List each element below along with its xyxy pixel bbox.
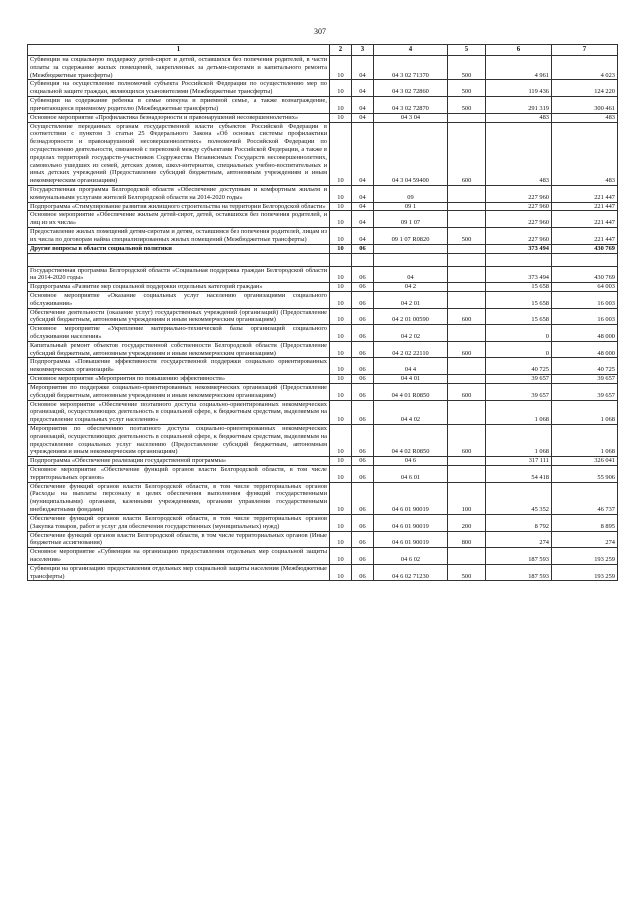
row-value-cell: 221 447: [552, 202, 618, 211]
row-value-cell: 06: [352, 457, 374, 466]
row-value-cell: 10: [330, 202, 352, 211]
row-value-cell: 04 3 04: [374, 113, 448, 122]
row-value-cell: 06: [352, 358, 374, 375]
row-value-cell: 04 3 02 71370: [374, 56, 448, 80]
row-name-cell: Основное мероприятие «Профилактика безнадзорности и правонарушений несовершеннолетних»: [28, 113, 330, 122]
row-value-cell: 1 068: [486, 400, 552, 424]
row-value-cell: 10: [330, 400, 352, 424]
row-value-cell: 600: [448, 308, 486, 325]
row-value-cell: 06: [352, 424, 374, 456]
row-name-cell: Основное мероприятие «Обеспечение поэтапного доступа социально-ориентированных некоммерческих организаций, осуществляющих деятельность в социальной сфере, к бюджетным средствам, выделяемым на предоставление социальных услуг населению»: [28, 400, 330, 424]
row-value-cell: 10: [330, 308, 352, 325]
row-value-cell: 16 003: [552, 291, 618, 308]
row-value-cell: 10: [330, 514, 352, 531]
table-row: [28, 244, 618, 253]
table-row: [28, 291, 618, 308]
spacer-cell: [486, 253, 552, 266]
row-value-cell: 221 447: [552, 211, 618, 228]
table-row: [28, 564, 618, 581]
row-value-cell: 06: [352, 244, 374, 253]
row-value-cell: 04 4 02 R0850: [374, 424, 448, 456]
budget-table: [27, 44, 618, 581]
row-value-cell: 500: [448, 97, 486, 114]
row-value-cell: 227 960: [486, 202, 552, 211]
table-row: [28, 341, 618, 358]
row-value-cell: 48 000: [552, 325, 618, 342]
row-value-cell: 221 447: [552, 228, 618, 245]
table-row: [28, 266, 618, 283]
row-value-cell: 227 960: [486, 211, 552, 228]
row-value-cell: [448, 244, 486, 253]
row-value-cell: 227 960: [486, 186, 552, 203]
table-row: [28, 228, 618, 245]
row-name-cell: Подпрограмма «Повышение эффективности государственной поддержки социально ориентированных некоммерческих организаций»: [28, 358, 330, 375]
row-value-cell: 373 494: [486, 266, 552, 283]
row-name-cell: Основное мероприятие «Мероприятия по повышению эффективности»: [28, 375, 330, 384]
row-value-cell: [448, 266, 486, 283]
row-name-cell: Мероприятия по обеспечению поэтапного доступа социально-ориентированных некоммерческих организаций, осуществляющих деятельность в социальной сфере, к бюджетным средствам, выделяемым на предоставление социальных услуг населению (Предоставление субсидий бюджетным, автономным учреждениям и иным некоммерческим организациям): [28, 424, 330, 456]
table-spacer-row: [28, 253, 618, 266]
row-value-cell: 06: [352, 266, 374, 283]
row-value-cell: 06: [352, 375, 374, 384]
row-value-cell: 1 068: [486, 424, 552, 456]
table-row: [28, 514, 618, 531]
row-value-cell: 64 003: [552, 283, 618, 292]
table-row: [28, 283, 618, 292]
table-row: [28, 548, 618, 565]
row-value-cell: 15 658: [486, 308, 552, 325]
row-name-cell: Осуществление переданных органам государственной власти субъектов Российской Федерации в соответствии с пунктом 3 статьи 25 Федерального Закона «Об основах системы профилактики безнадзорности и правонарушений несовершеннолетних» полномочий Российской Федерации по осуществлению деятельности, связанной с перевозкой между субъектами Российской Федерации, а также в пределах территорий государств-участников Содружества Независимых Государств несовершеннолетних, самовольно ушедших из семей, детских домов, школ-интернатов, специальных учебно-воспитательных и иных детских учреждений (Предоставление субсидий бюджетным, автономным учреждениям и иным некоммерческим организациям): [28, 122, 330, 186]
row-name-cell: Субвенции на организацию предоставления отдельных мер социальной защиты населения (Межбюджетные трансферты): [28, 564, 330, 581]
table-row: [28, 97, 618, 114]
row-value-cell: 10: [330, 375, 352, 384]
row-name-cell: Другие вопросы в области социальной политики: [28, 244, 330, 253]
row-name-cell: Субвенция на осуществление полномочий субъекта Российской Федерации по осуществлению мер по социальной защите граждан, являющихся усыновителями (Межбюджетные трансферты): [28, 80, 330, 97]
row-value-cell: 500: [448, 80, 486, 97]
column-header: 4: [374, 45, 448, 56]
row-name-cell: Государственная программа Белгородской области «Социальная поддержка граждан Белгородской области на 2014-2020 годы»: [28, 266, 330, 283]
row-value-cell: 04 6 02: [374, 548, 448, 565]
row-name-cell: Предоставление жилых помещений детям-сиротам и детям, оставшимся без попечения родителей, лицам из их числа по договорам найма специализированных жилых помещений (Межбюджетные трансферты): [28, 228, 330, 245]
table-row: [28, 202, 618, 211]
row-value-cell: 1 068: [552, 400, 618, 424]
row-value-cell: 04 6 02 71230: [374, 564, 448, 581]
row-value-cell: 600: [448, 424, 486, 456]
row-value-cell: 221 447: [552, 186, 618, 203]
row-value-cell: 04: [352, 113, 374, 122]
row-value-cell: 600: [448, 383, 486, 400]
row-value-cell: 317 111: [486, 457, 552, 466]
row-value-cell: 46 737: [552, 482, 618, 514]
table-row: [28, 383, 618, 400]
row-value-cell: 291 319: [486, 97, 552, 114]
row-value-cell: 10: [330, 244, 352, 253]
table-row: [28, 457, 618, 466]
row-value-cell: 04 2 01: [374, 291, 448, 308]
row-value-cell: 10: [330, 291, 352, 308]
row-value-cell: 09 1 07 R0820: [374, 228, 448, 245]
row-value-cell: 04 4: [374, 358, 448, 375]
page-number: 307: [314, 27, 326, 36]
row-value-cell: 04: [374, 266, 448, 283]
row-value-cell: 04: [352, 122, 374, 186]
row-value-cell: 800: [448, 531, 486, 548]
row-value-cell: 04 3 02 72860: [374, 80, 448, 97]
row-value-cell: [374, 244, 448, 253]
row-value-cell: [448, 358, 486, 375]
row-value-cell: 39 657: [552, 383, 618, 400]
row-value-cell: 04 6 01 90019: [374, 482, 448, 514]
row-value-cell: 300 461: [552, 97, 618, 114]
table-body: [28, 56, 618, 581]
spacer-cell: [448, 253, 486, 266]
table-row: [28, 531, 618, 548]
row-name-cell: Основное мероприятие «Оказание социальных услуг населению организациями социального обслуживания»: [28, 291, 330, 308]
row-value-cell: 04: [352, 228, 374, 245]
row-value-cell: 326 041: [552, 457, 618, 466]
row-value-cell: 600: [448, 341, 486, 358]
row-value-cell: 0: [486, 325, 552, 342]
row-value-cell: 200: [448, 514, 486, 531]
row-value-cell: 227 960: [486, 228, 552, 245]
row-value-cell: 8 792: [486, 514, 552, 531]
row-value-cell: 06: [352, 308, 374, 325]
table-row: [28, 122, 618, 186]
row-value-cell: 04: [352, 80, 374, 97]
row-name-cell: Субвенции на социальную поддержку детей-сирот и детей, оставшихся без попечения родителей, в части оплаты за содержание жилых помещений, закрепленных за детьми-сиротами и капитального ремонта (Межбюджетные трансферты): [28, 56, 330, 80]
row-value-cell: 09 1 07: [374, 211, 448, 228]
column-header: 2: [330, 45, 352, 56]
table-row: [28, 400, 618, 424]
row-value-cell: 193 259: [552, 548, 618, 565]
row-value-cell: 06: [352, 564, 374, 581]
row-value-cell: 0: [486, 341, 552, 358]
row-value-cell: 16 003: [552, 308, 618, 325]
spacer-cell: [552, 253, 618, 266]
row-name-cell: Мероприятия по поддержке социально-ориентированных некоммерческих организаций (Предоставление субсидий бюджетным, автономным учреждениям и иным некоммерческим организациям): [28, 383, 330, 400]
row-value-cell: 4 961: [486, 56, 552, 80]
row-value-cell: 04: [352, 202, 374, 211]
row-value-cell: 500: [448, 228, 486, 245]
row-value-cell: 06: [352, 514, 374, 531]
row-value-cell: 600: [448, 122, 486, 186]
row-value-cell: 06: [352, 548, 374, 565]
spacer-cell: [352, 253, 374, 266]
row-value-cell: 06: [352, 466, 374, 483]
row-value-cell: 54 418: [486, 466, 552, 483]
row-value-cell: [448, 202, 486, 211]
row-value-cell: 04 4 01: [374, 375, 448, 384]
row-value-cell: 09: [374, 186, 448, 203]
row-value-cell: 04 2 02: [374, 325, 448, 342]
row-value-cell: 4 023: [552, 56, 618, 80]
row-value-cell: 483: [486, 113, 552, 122]
row-value-cell: 04 4 02: [374, 400, 448, 424]
row-value-cell: 10: [330, 341, 352, 358]
row-value-cell: 15 658: [486, 291, 552, 308]
row-name-cell: Обеспечение деятельности (оказание услуг) государственных учреждений (организаций) (Предоставление субсидий бюджетным, автономным учреждениям и иным некоммерческим организациям): [28, 308, 330, 325]
row-value-cell: 04: [352, 97, 374, 114]
row-value-cell: 04: [352, 56, 374, 80]
table-row: [28, 56, 618, 80]
row-value-cell: 10: [330, 211, 352, 228]
row-value-cell: [448, 325, 486, 342]
row-value-cell: 274: [552, 531, 618, 548]
row-value-cell: 40 725: [552, 358, 618, 375]
row-value-cell: 10: [330, 113, 352, 122]
row-value-cell: 373 494: [486, 244, 552, 253]
column-header: 7: [552, 45, 618, 56]
row-value-cell: 10: [330, 283, 352, 292]
row-value-cell: 119 436: [486, 80, 552, 97]
row-value-cell: 100: [448, 482, 486, 514]
table-header-row: [28, 45, 618, 56]
row-value-cell: 06: [352, 291, 374, 308]
row-value-cell: 124 220: [552, 80, 618, 97]
row-value-cell: 04 6: [374, 457, 448, 466]
row-value-cell: 40 725: [486, 358, 552, 375]
row-value-cell: 06: [352, 482, 374, 514]
row-value-cell: 39 657: [486, 375, 552, 384]
row-value-cell: 09 1: [374, 202, 448, 211]
table-row: [28, 424, 618, 456]
row-value-cell: 187 593: [486, 548, 552, 565]
row-value-cell: 10: [330, 56, 352, 80]
row-value-cell: [448, 548, 486, 565]
row-value-cell: [448, 113, 486, 122]
row-value-cell: 483: [552, 122, 618, 186]
row-value-cell: [448, 283, 486, 292]
row-value-cell: [448, 400, 486, 424]
row-value-cell: 10: [330, 564, 352, 581]
row-value-cell: [448, 457, 486, 466]
row-value-cell: 39 657: [552, 375, 618, 384]
row-value-cell: 04 4 01 R0850: [374, 383, 448, 400]
row-value-cell: 15 658: [486, 283, 552, 292]
row-value-cell: [448, 211, 486, 228]
table-row: [28, 113, 618, 122]
row-name-cell: Основное мероприятие «Обеспечение жильем детей-сирот, детей, оставшихся без попечения родителей, и лиц из их числа»: [28, 211, 330, 228]
table-row: [28, 80, 618, 97]
row-value-cell: 483: [552, 113, 618, 122]
table-row: [28, 466, 618, 483]
row-name-cell: Подпрограмма «Обеспечение реализации государственной программы»: [28, 457, 330, 466]
row-value-cell: 10: [330, 97, 352, 114]
row-value-cell: 06: [352, 383, 374, 400]
row-value-cell: 10: [330, 466, 352, 483]
row-value-cell: 483: [486, 122, 552, 186]
row-value-cell: 48 000: [552, 341, 618, 358]
row-value-cell: 10: [330, 325, 352, 342]
row-value-cell: 10: [330, 482, 352, 514]
column-header: 5: [448, 45, 486, 56]
row-value-cell: 06: [352, 531, 374, 548]
row-value-cell: 10: [330, 186, 352, 203]
row-value-cell: 04 2: [374, 283, 448, 292]
row-value-cell: 10: [330, 424, 352, 456]
row-value-cell: 10: [330, 80, 352, 97]
row-name-cell: Обеспечение функций органов власти Белгородской области, в том числе территориальных органов (Расходы на выплаты персоналу в целях обеспечения выполнения функций государственными (муниципальными) органами, казенными учреждениями, органами управления государственными внебюджетными фондами): [28, 482, 330, 514]
table-row: [28, 308, 618, 325]
row-value-cell: 10: [330, 383, 352, 400]
row-value-cell: [448, 186, 486, 203]
table-row: [28, 375, 618, 384]
row-value-cell: 04 6 01 90019: [374, 514, 448, 531]
row-name-cell: Обеспечение функций органов власти Белгородской области, в том числе территориальных органов (Закупка товаров, работ и услуг для обеспечения государственных (муниципальных) нужд): [28, 514, 330, 531]
row-name-cell: Субвенции на содержание ребенка в семье опекуна и приемной семье, а также вознаграждение, причитающееся приемному родителю (Межбюджетные трансферты): [28, 97, 330, 114]
row-value-cell: 04 2 01 00590: [374, 308, 448, 325]
row-value-cell: 10: [330, 266, 352, 283]
row-value-cell: 06: [352, 341, 374, 358]
row-value-cell: 274: [486, 531, 552, 548]
row-name-cell: Основное мероприятие «Обеспечение функций органов власти Белгородской области, в том числе территориальных органов»: [28, 466, 330, 483]
row-value-cell: 39 657: [486, 383, 552, 400]
row-value-cell: 06: [352, 325, 374, 342]
row-value-cell: 04 3 04 59400: [374, 122, 448, 186]
row-value-cell: 10: [330, 548, 352, 565]
row-value-cell: 06: [352, 400, 374, 424]
row-value-cell: 10: [330, 531, 352, 548]
column-header: 6: [486, 45, 552, 56]
row-name-cell: Капитальный ремонт объектов государственной собственности Белгородской области (Предоставление субсидий бюджетным, автономным учреждениям и иным некоммерческим организациям): [28, 341, 330, 358]
row-value-cell: 187 593: [486, 564, 552, 581]
row-name-cell: Основное мероприятие «Субвенции на организацию предоставления отдельных мер социальной защиты населения»: [28, 548, 330, 565]
row-value-cell: 1 068: [552, 424, 618, 456]
row-value-cell: 193 259: [552, 564, 618, 581]
row-value-cell: 430 769: [552, 266, 618, 283]
row-value-cell: 8 895: [552, 514, 618, 531]
row-value-cell: 04 3 02 72870: [374, 97, 448, 114]
row-value-cell: 430 769: [552, 244, 618, 253]
spacer-cell: [374, 253, 448, 266]
row-value-cell: 04: [352, 211, 374, 228]
row-value-cell: 500: [448, 564, 486, 581]
row-value-cell: 10: [330, 457, 352, 466]
row-value-cell: 10: [330, 358, 352, 375]
row-name-cell: Государственная программа Белгородской области «Обеспечение доступным и комфортным жильем и коммунальными услугами жителей Белгородской области на 2014-2020 годы»: [28, 186, 330, 203]
row-name-cell: Обеспечение функций органов власти Белгородской области, в том числе территориальных органов (Иные бюджетные ассигнования): [28, 531, 330, 548]
row-value-cell: [448, 466, 486, 483]
row-value-cell: 04 2 02 22110: [374, 341, 448, 358]
row-name-cell: Подпрограмма «Развитие мер социальной поддержки отдельных категорий граждан»: [28, 283, 330, 292]
row-name-cell: Подпрограмма «Стимулирование развития жилищного строительства на территории Белгородской области»: [28, 202, 330, 211]
table-row: [28, 325, 618, 342]
spacer-cell: [28, 253, 330, 266]
table-row: [28, 358, 618, 375]
row-value-cell: 04 6 01: [374, 466, 448, 483]
table-row: [28, 482, 618, 514]
table-row: [28, 186, 618, 203]
row-value-cell: 04: [352, 186, 374, 203]
row-value-cell: 500: [448, 56, 486, 80]
table-row: [28, 211, 618, 228]
row-value-cell: [448, 375, 486, 384]
column-header: 1: [28, 45, 330, 56]
row-value-cell: 55 906: [552, 466, 618, 483]
row-value-cell: [448, 291, 486, 308]
row-name-cell: Основное мероприятие «Укрепление материально-технической базы организаций социального обслуживания населения»: [28, 325, 330, 342]
column-header: 3: [352, 45, 374, 56]
row-value-cell: 04 6 01 90019: [374, 531, 448, 548]
row-value-cell: 06: [352, 283, 374, 292]
row-value-cell: 45 352: [486, 482, 552, 514]
row-value-cell: 10: [330, 228, 352, 245]
row-value-cell: 10: [330, 122, 352, 186]
spacer-cell: [330, 253, 352, 266]
